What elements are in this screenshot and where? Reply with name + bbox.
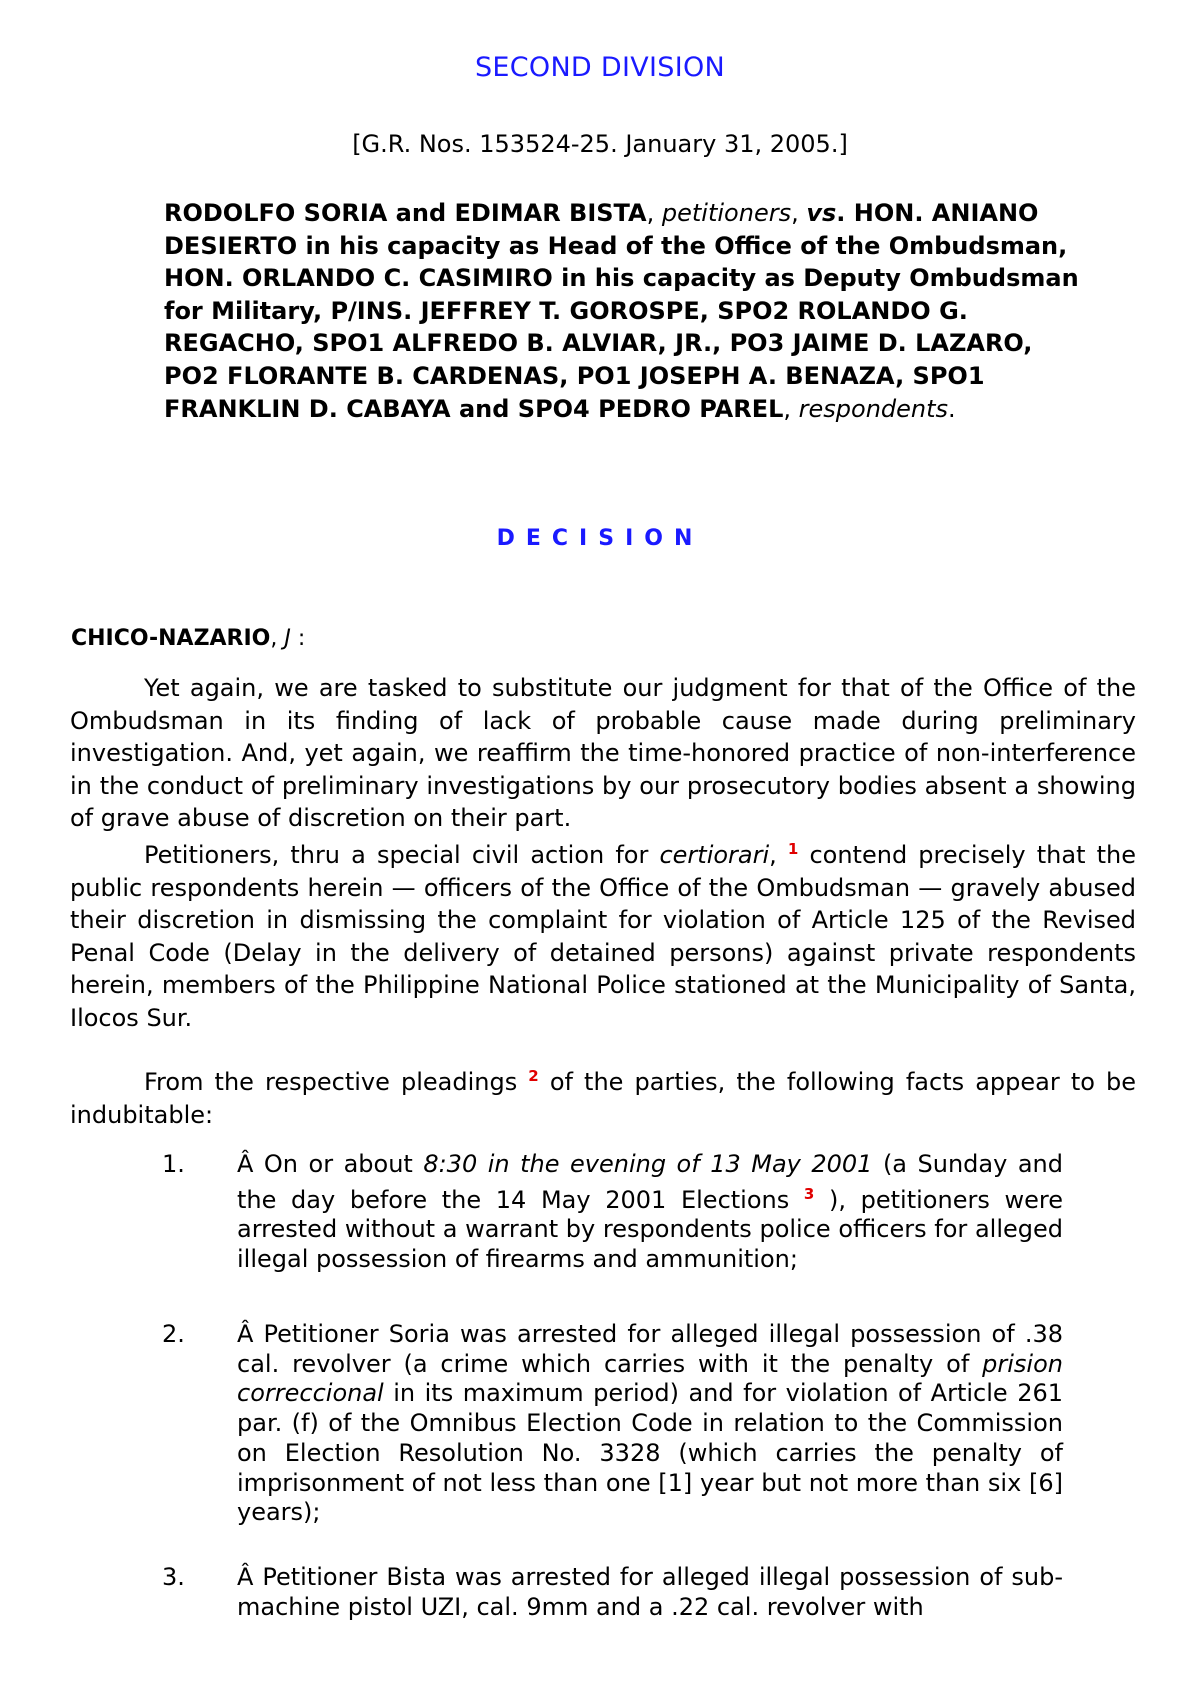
list-text: in its maximum period) and for violation of Article 261 par. (f) of the Omnibus Election Code in relation to the Commission on Election Resolution No. 3328 (which carries the penalty of imprisonment of not less than one [1] year but not more than six [6] years); [237, 1379, 1063, 1527]
list-number: 3. [162, 1563, 185, 1591]
decision-title: DECISION [496, 526, 704, 551]
ponente [71, 626, 305, 651]
paragraph-text: Yet again, we are tasked to substitute our judgment for that of the Office of the Ombudsman in its finding of lack of probable cause made during preliminary investigation. And, yet again, we reaffirm the time-honored practice of non-interference in the conduct of preliminary investigations by our prosecutory bodies absent a showing of grave abuse of discretion on their part. [70, 674, 1136, 833]
ponente-end: : [290, 626, 306, 651]
paragraph-1 [70, 672, 1136, 835]
versus-label: vs [806, 199, 837, 227]
case-number: [G.R. Nos. 153524-25. January 31, 2005.] [352, 130, 848, 158]
list-italic: 8:30 in the evening of 13 May 2001 [423, 1150, 873, 1178]
paragraph-text: Petitioners, thru a special civil action for [144, 841, 660, 869]
list-item-text [237, 1563, 1063, 1622]
list-italic: prision correccional [237, 1349, 1063, 1408]
separator: , [783, 394, 799, 423]
ponente-name: CHICO-NAZARIO [71, 626, 271, 651]
case-parties [164, 197, 1084, 425]
paragraph-text: of the parties, the following facts appear to be indubitable: [70, 1068, 1136, 1129]
footnote-link-3[interactable]: 3 [803, 1184, 815, 1203]
respondents-names: . HON. ANIANO DESIERTO in his capacity as Head of the Office of the Ombudsman, HON. ORLANDO C. CASIMIRO in his capacity as Deputy Ombudsman for Military, P/INS. JEFFREY T. GOROSPE, SPO2 ROLANDO G. REGACHO, SPO1 ALFREDO B. ALVIAR, JR., PO3 JAIME D. LAZARO, PO2 FLORANTE B. CARDENAS, PO1 JOSEPH A. BENAZA, SPO1 FRANKLIN D. CABAYA and SPO4 PEDRO PAREL [164, 199, 1079, 423]
paragraph-3 [70, 1060, 1136, 1131]
paragraph-text: , [769, 841, 788, 869]
petitioners-label: petitioners [661, 199, 792, 227]
list-item-text [237, 1150, 1063, 1275]
ponente-title: J [284, 626, 291, 651]
list-text: Â On or about [237, 1150, 424, 1178]
list-item-text [237, 1320, 1063, 1528]
paragraph-2 [70, 833, 1136, 1035]
footnote-link-2[interactable]: 2 [528, 1067, 539, 1085]
division-heading: SECOND DIVISION [474, 52, 726, 83]
petitioners-names: RODOLFO SORIA and EDIMAR BISTA [164, 199, 647, 227]
list-number: 1. [162, 1150, 185, 1178]
paragraph-text: contend precisely that the public respondents herein — officers of the Office of the Ombudsman — gravely abused their discretion in dismissing the complaint for violation of Article 125 of the Revised Penal Code (Delay in the delivery of detained persons) against private respondents herein, members of the Philippine National Police stationed at the Municipality of Santa, Ilocos Sur. [70, 841, 1136, 1032]
paragraph-italic: certiorari [659, 841, 770, 869]
list-text: ), petitioners were arrested without a warrant by respondents police officers for alleged illegal possession of firearms and ammunition; [237, 1185, 1063, 1274]
list-number: 2. [162, 1320, 185, 1348]
respondents-label: respondents [798, 394, 949, 423]
separator: , [791, 199, 807, 227]
separator: , [270, 626, 285, 651]
footnote-link-1[interactable]: 1 [787, 840, 799, 858]
paragraph-text: From the respective pleadings [144, 1068, 529, 1096]
list-text: Â Petitioner Bista was arrested for alleged illegal possession of sub-machine pistol UZI, cal. 9mm and a .22 cal. revolver with [237, 1563, 1063, 1621]
list-text: Â Petitioner Soria was arrested for alleged illegal possession of .38 cal. revolver (a crime which carries with it the penalty of [237, 1320, 1063, 1378]
list-text: (a Sunday and the day before the 14 May 2001 Elections [237, 1150, 1063, 1214]
separator: , [646, 199, 662, 227]
end-period: . [948, 394, 956, 423]
